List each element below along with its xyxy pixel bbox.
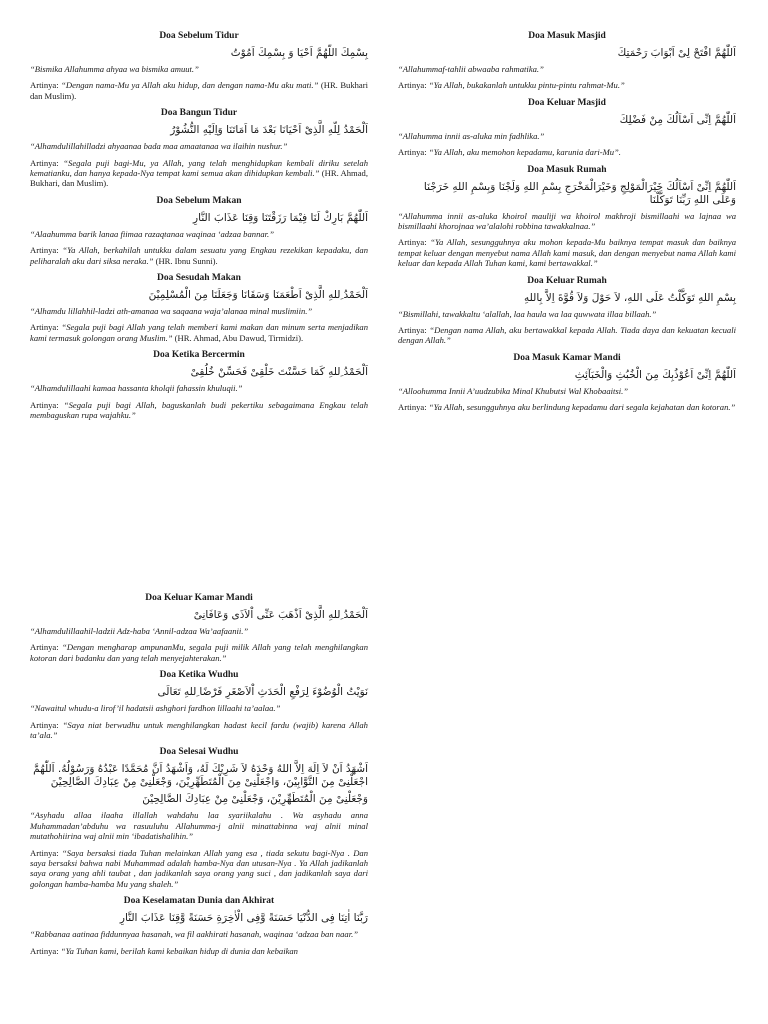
meaning-label: Artinya: [30, 945, 59, 956]
arabic-text: بِسْمِ اللهِ تَوَكَّلْتُ عَلَى اللهِ، لاَ حَوْلَ وَلاَ قُوَّةَ اِلاَّ بِاللهِ [524, 291, 736, 304]
meaning-label: Artinya: [398, 80, 427, 91]
doa-title: Doa Keluar Kamar Mandi [145, 593, 253, 603]
doa-title: Doa Sebelum Makan [156, 195, 242, 206]
meaning [398, 237, 736, 268]
meaning-text: “Segala puji bagi Allah, baguskanlah budi pekertiku sebagaimana Engkau telah membaguskan rupa wajahku.” [30, 399, 368, 421]
meaning-source: (HR. Ahmad, Abu Dawud, Tirmidzi). [174, 332, 304, 343]
doa-section [30, 349, 368, 420]
doa-section [398, 275, 736, 346]
doa-section [30, 592, 368, 663]
meaning-label: Artinya: [398, 402, 427, 413]
doa-section [398, 30, 736, 91]
meaning [398, 402, 736, 412]
meaning-label: Artinya: [398, 325, 427, 336]
meaning-label: Artinya: [30, 847, 59, 858]
doa-section [30, 669, 368, 740]
meaning-text: “Segala puji bagi-Mu, ya Allah, yang telah menghidupkan kembali diriku setelah kematianku, dan hanya kepada-Nya tempat kami semua akan dihidupkan kembali.” [30, 157, 368, 179]
meaning [30, 848, 368, 890]
arabic-text: اَشْهَدُ اَنْ لاَ اِلَهَ اِلاَّ اللهُ وَحْدَهُ لاَ شَرِيْكَ لَهُ، وَاَشْهَدُ اَنَّ مُحَمَّدًا عَبْدُهُ وَرَسُوْلُهُ. اَللّٰهُمَّ اجْعَلْنِىْ مِنَ التَّوَّابِيْنَ، وَاجْعَلْنِىْ مِنَ الْمُتَطَهِّرِيْنَ، وَجْعَلْنِىْ مِنْ عِبَادِكَ الصَّالِحِيْنَ [33, 763, 368, 789]
meaning [398, 325, 736, 346]
arabic-text: اَلْحَمْدُ ِللهِ كَمَا حَسَّنْتَ خَلْقِىْ فَحَسِّنْ خُلُقِىْ [190, 366, 368, 379]
meaning-label: Artinya: [30, 245, 59, 256]
doa-title: Doa Sebelum Tidur [159, 31, 239, 41]
meaning-text: “Ya Allah, aku memohon kepadamu, karunia dari-Mu”. [428, 147, 621, 158]
meaning [30, 946, 368, 956]
meaning [30, 720, 368, 741]
transliteration: “Alhamdulillaahil-ladzii Adz-haba ‘Annil-adzaa Wa’aafaanii.” [30, 626, 249, 636]
doa-title: Doa Keluar Rumah [527, 275, 607, 286]
transliteration: “Asyhadu allaa ilaaha illallah wahdahu laa syariikalahu . Wa asyhadu anna Muhammadan’abduhu wa rasuuluhu Allahumma-j alnii minattabinna waj alnii minal mutathohiirina waj alnii min ‘ibadatishalihin.” [30, 810, 368, 842]
doa-section [30, 30, 368, 101]
meaning-source: (HR. Bukhari dan Muslim). [30, 80, 368, 101]
doa-section [30, 746, 368, 889]
transliteration: “Allahumma innii as-aluka min fadhlika.” [398, 130, 545, 141]
transliteration: “Alhamdu lillahhil-ladzi ath-amanaa wa saqaana waja’alanaa minal muslimiin.” [30, 306, 313, 317]
meaning-label: Artinya: [398, 237, 427, 248]
meaning-text: “Ya Allah, sesungguhnya aku mohon kepada-Mu baiknya tempat masuk dan baiknya tempat keluar dengan menyebut nama Allah kami masuk, dan dengan menyebut nama Allah kami keluar dan kepada Allah Tuhan kami, kami bertawakkal.” [398, 237, 737, 269]
meaning [30, 642, 368, 663]
doa-title: Doa Ketika Wudhu [159, 670, 239, 681]
meaning [398, 147, 736, 157]
meaning [30, 158, 368, 189]
arabic-text: اَلْحَمْدُ ِللهِ الَّذِىْ اَطْعَمَنَا وَسَقَانَا وَجَعَلَنَا مِنَ الْمُسْلِمِيْنَ [148, 289, 368, 302]
arabic-text: رَبَّنَا اٰتِنَا فِى الدُّنْيَا حَسَنَةً وَّفِى الْاٰخِرَةِ حَسَنَةً وَّقِنَا عَذَابَ النَّارِ [119, 912, 368, 925]
arabic-text: بِسْمِكَ اللّهُمَّ اَحْيَا وَ بِسْمِكَ اَمُوْتُ [230, 47, 368, 59]
doa-title: Doa Sesudah Makan [157, 273, 241, 284]
transliteration: “Alhamdulillahilladzi ahyaanaa bada maa amaatanaa wa ilaihin nushur.” [30, 141, 288, 152]
meaning-label: Artinya: [30, 322, 59, 333]
doa-section [30, 895, 368, 956]
doa-section [30, 195, 368, 266]
meaning-label: Artinya: [30, 719, 59, 730]
doa-title: Doa Bangun Tidur [160, 108, 238, 119]
arabic-text: نَوَيْتُ الْوُضُوْءَ لِرَفْعِ الْحَدَثِ اْلاَصْغَرِ فَرْضًا ِللهِ تَعَالَى [157, 686, 368, 699]
doa-title: Doa Masuk Masjid [528, 31, 606, 41]
meaning [30, 80, 368, 101]
transliteration: “Bismika Allahumma ahyaa wa bismika amuut.” [30, 64, 199, 74]
bottom-column [30, 592, 368, 962]
meaning-source: (HR. Ahmad, Bukhari, dan Muslim). [30, 168, 368, 189]
left-column [30, 30, 368, 427]
transliteration: “Rabbanaa aatinaa fiddunnyaa hasanah, wa fil aakhirati hasanah, waqinaa ‘adzaa ban naar.” [30, 929, 359, 940]
transliteration: “Bismillahi, tawakkaltu ‘alallah, laa haula wa laa quwwata illaa billaah.” [398, 308, 657, 319]
meaning-text: “Dengan mengharap ampunanMu, segala puji milik Allah yang telah menghilangkan kotoran dari badanku dan yang telah menyejahterakan.” [30, 642, 368, 663]
transliteration: “Nawaitul whudu-a lirof’il hadatsii ashghori fardhon lillaahi ta’aalaa.” [30, 703, 281, 714]
arabic-text-extra: وَجْعَلْنِىْ مِنَ الْمُتَطَهِّرِيْنَ، وَجْعَلْنِىْ مِنْ عِبَادِكَ الصَّالِحِيْنَ [142, 793, 368, 806]
meaning-label: Artinya: [398, 147, 427, 158]
right-column [398, 30, 736, 419]
doa-section [30, 272, 368, 343]
arabic-text: اَللّٰهُمَّ بَارِكْ لَنَا فِيْمَا رَزَقْتَنَا وَقِنَا عَذَابَ النَّارِ [193, 211, 368, 224]
meaning-text: “Segala puji bagi Allah yang telah memberi kami makan dan minum serta menjadikan kami termasuk golongan orang Muslim.” [30, 322, 368, 343]
doa-title: Doa Keselamatan Dunia dan Akhirat [123, 896, 275, 907]
meaning-text: “Ya Allah, bukakanlah untukku pintu-pintu rahmat-Mu.” [428, 80, 625, 91]
arabic-text: اَللّٰهُمَّ اِنِّى اَسْاَلُكَ مِنْ فَضْلِكَ [619, 113, 736, 126]
transliteration: “Allahumma innii as-aluka khoirol mauliji wa khoirol makhroji bismillaahi wa lajnaa wa bismillaahi khorojnaa wa’alalohi robbina tawakkalnaa.” [398, 210, 736, 232]
doa-section [30, 107, 368, 189]
meaning-label: Artinya: [30, 157, 59, 168]
meaning-label: Artinya: [30, 399, 59, 410]
meaning-text: “Saya bersaksi tiada Tuhan melainkan Allah yang esa , tiada sekutu bagi-Nya . Dan saya bersaksi bahwa nabi Muhammad adalah hamba-Nya dan utusan-Nya . Ya Allah jadikanlah saya orang yang ahli taubat , dan jadikanlah saya orang yang suci , dan jadikanlah saya dari golongan hamba-hamba Mu yang shaleh.” [30, 847, 368, 889]
doa-section [398, 164, 736, 269]
meaning-text: “Ya Tuhan kami, berilah kami kebaikan hidup di dunia dan kebaikan [60, 945, 298, 956]
doa-title: Doa Masuk Kamar Mandi [513, 352, 621, 363]
transliteration: “Alloohumma Innii A’uudzubika Minal Khubutsi Wal Khobaaitsi.” [398, 385, 629, 396]
meaning-text: “Dengan nama-Mu ya Allah aku hidup, dan dengan nama-Mu aku mati.” [61, 80, 319, 91]
meaning-source: (HR. Ibnu Sunni). [155, 255, 218, 266]
doa-title: Doa Masuk Rumah [527, 164, 607, 175]
transliteration: “Allahummaf-tahlii abwaaba rahmatika.” [398, 64, 544, 74]
doa-title: Doa Selesai Wudhu [159, 747, 239, 758]
meaning-text: “Saya niat berwudhu untuk menghilangkan hadast kecil fardu (wajib) karena Allah ta’ala.” [30, 719, 368, 741]
meaning-text: “Ya Allah, sesungguhnya aku berlindung kepadamu dari segala kejahatan dan kotoran.” [428, 402, 736, 413]
meaning-label: Artinya: [30, 642, 59, 653]
arabic-text: اَللّٰهُمَّ اِنِّىْ اَسْاَلُكَ خَيْرَالْمَوْلِجِ وَخَيْرَالْمَخْرَجِ بِسْمِ اللهِ وَلَجْنَا وَبِسْمِ اللهِ خَرَجْنَا وَعَلَى اللهِ رَبِّنَا تَوَكَّلْنَا [423, 180, 736, 206]
meaning [30, 400, 368, 421]
transliteration: “Alaahumma barik lanaa fiimaa razaqtanaa waqinaa ‘adzaa bannar.” [30, 228, 274, 239]
meaning [30, 245, 368, 266]
meaning-text: “Dengan nama Allah, aku bertawakkal kepada Allah. Tiada daya dan kekuatan kecuali dengan Allah.” [398, 325, 736, 346]
doa-title: Doa Keluar Masjid [528, 97, 606, 108]
arabic-text: اَلْحَمْدُ ِللهِ الَّذِىْ اَذْهَبَ عَنِّى اْلاَذَى وَعَافَانِىْ [193, 609, 368, 621]
arabic-text: اَلْحَمْدُ لِلّهِ الَّذِىْ اَحْيَانَا بَعْدَ مَا اَمَاتَنَا وَاِلَيْهِ النُّشُوْرُ [170, 124, 368, 137]
arabic-text: اَللّٰهُمَّ اِنِّىْ اَعُوْذُبِكَ مِنَ الْخُبُثِ وَالْخَبَآئِثِ [574, 368, 736, 381]
transliteration: “Alhamdulillaahi kamaa hassanta kholqii fahassin khuluqii.” [30, 383, 243, 394]
meaning [398, 80, 736, 90]
arabic-text: اَللّٰهُمَّ افْتَحْ لِىْ اَبْوَابَ رَحْمَتِكَ [617, 47, 736, 59]
doa-section [398, 97, 736, 158]
doa-section [398, 352, 736, 413]
doa-title: Doa Ketika Bercermin [153, 350, 245, 361]
meaning-text: “Ya Allah, berkahilah untukku dalam sesuatu yang Engkau rezekikan kepadaku, dan peliharalah aku dari siksa neraka.” [30, 245, 368, 266]
meaning [30, 322, 368, 343]
meaning-label: Artinya: [30, 80, 59, 91]
